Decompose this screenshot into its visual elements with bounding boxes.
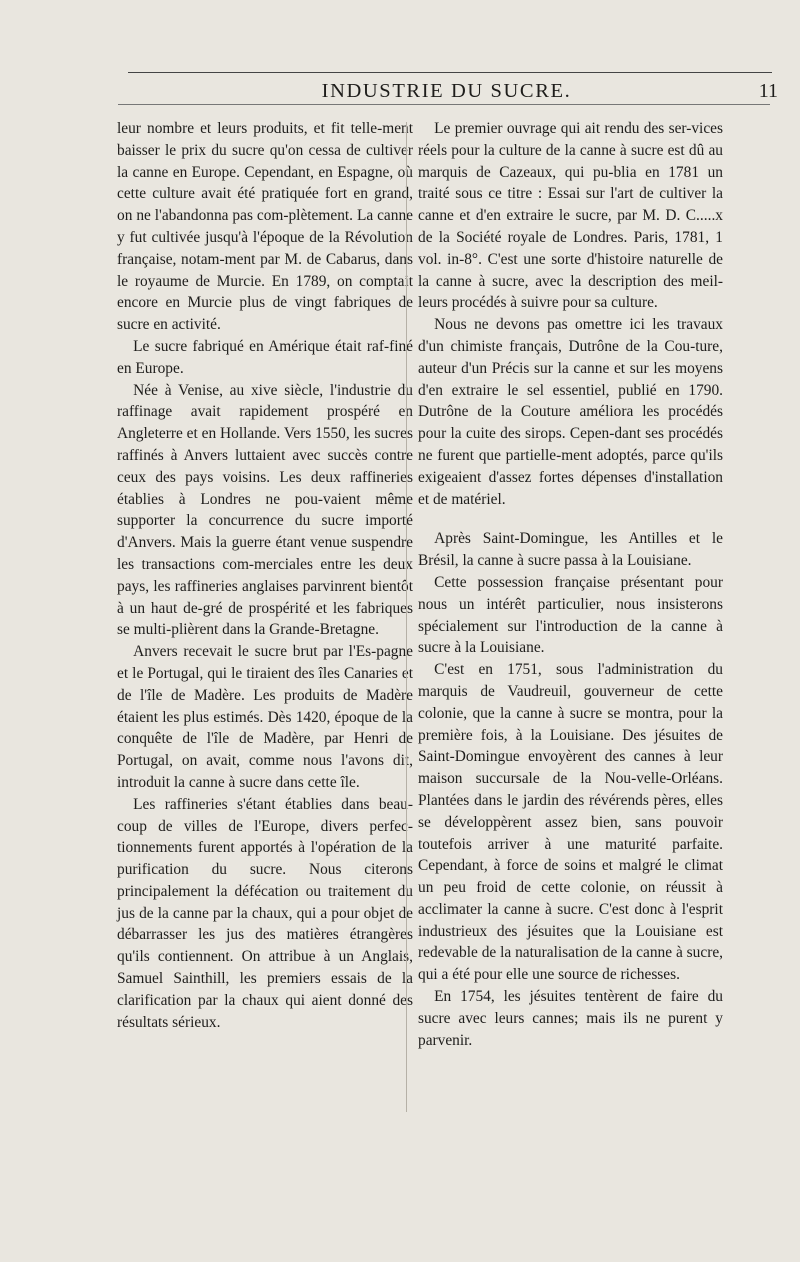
paragraph: C'est en 1751, sous l'administration du marquis de Vaudreuil, gouverneur de cette colonie, que la canne à sucre se montra, pour la première fois, à la Louisiane. Des jésuites de Saint-Domingue envoyèrent des cannes à leur maison succursale de la Nou-velle-Orléans. Plantées dans le jardin des révérends pères, elles se développèrent assez bien, sans pouvoir toutefois arriver à une maturité parfaite. Cependant, à force de soins et malgré le climat un peu froid de cette colonie, on réussit à acclimater la canne à sucre. C'est donc à l'esprit industrieux des jésuites que la Louisiane est redevable de la naturalisation de la canne à sucre, qui a été pour elle une source de richesses.	[418, 661, 723, 984]
header-rule	[118, 104, 770, 105]
paragraph: Anvers recevait le sucre brut par l'Es-pagne et le Portugal, qui le tiraient des îles Canaries et de l'île de Madère. Les produits de Madère étaient les plus estimés. Dès 1420, époque de la conquête de l'île de Madère, par Henri de Portugal, on avait, comme nous l'avons dit, introduit la canne à sucre dans cette île.	[117, 643, 413, 791]
paragraph: Après Saint-Domingue, les Antilles et le Brésil, la canne à sucre passa à la Louisiane.	[418, 530, 723, 570]
running-title: INDUSTRIE DU SUCRE.	[321, 80, 572, 102]
paragraph: Le sucre fabriqué en Amérique était raf-finé en Europe.	[117, 337, 413, 377]
left-column	[117, 118, 413, 1033]
paragraph: leur nombre et leurs produits, et fit telle-ment baisser le prix du sucre qu'on cessa de cultiver la canne en Europe. Cependant, en Espagne, où cette culture avait été pratiquée fort en grand, on ne l'abandonna pas com-plètement. La canne y fut cultivée jusqu'à l'époque de la Révolution française, notam-ment par M. de Cabarus, dans le royaume de Murcie. En 1789, on comptait encore en Murcie plus de vingt fabriques de sucre en activité.	[117, 120, 413, 334]
paragraph: En 1754, les jésuites tentèrent de faire du sucre avec leurs cannes; mais ils ne purent y parvenir.	[418, 988, 723, 1049]
column-divider	[406, 122, 407, 1112]
page-number: 11	[758, 80, 778, 102]
top-rule	[128, 72, 772, 73]
right-column	[418, 118, 723, 1051]
paragraph: Née à Venise, au xive siècle, l'industrie du raffinage avait rapidement prospéré en Angleterre et en Hollande. Vers 1550, les sucres raffinés à Anvers luttaient avec succès contre ceux des pays voisins. Les deux raffineries établies à Londres ne pou-vaient même supporter la concurrence du sucre importé d'Anvers. Mais la guerre étant venue suspendre les transactions com-merciales entre les deux pays, les raffineries anglaises parvinrent bientôt à un haut de-gré de prospérité et les fabriques se multi-plièrent dans la Grande-Bretagne.	[117, 381, 413, 639]
running-header	[115, 78, 778, 104]
paragraph: Le premier ouvrage qui ait rendu des ser-vices réels pour la culture de la canne à sucre est dû au marquis de Cazeaux, qui pu-blia en 1781 un traité sous ce titre : Essai sur l'art de cultiver la canne et d'en extraire le sucre, par M. D. C.....x de la Société royale de Londres. Paris, 1781, 1 vol. in-8°. C'est une sorte d'histoire naturelle de la canne à sucre, avec la description des meil-leurs procédés à suivre pour sa culture.	[418, 120, 723, 312]
paragraph: Cette possession française présentant pour nous un intérêt particulier, nous insisterons spécialement sur l'introduction de la canne à sucre à la Louisiane.	[418, 573, 723, 657]
paragraph: Nous ne devons pas omettre ici les travaux d'un chimiste français, Dutrône de la Cou-ture, auteur d'un Précis sur la canne et sur les moyens d'en extraire le sel essentiel, publié en 1790. Dutrône de la Couture améliora les procédés pour la cuite des sirops. Cepen-dant ses procédés ne furent que partielle-ment adoptés, parce qu'ils exigeaient d'assez fortes dépenses d'installation et de matériel.	[418, 316, 723, 508]
section-gap	[418, 510, 723, 528]
paragraph: Les raffineries s'étant établies dans beau-coup de villes de l'Europe, divers perfec-tionnements furent apportés à l'opération de la purification du sucre. Nous citerons principalement la défécation ou traitement du jus de la canne par la chaux, qui a pour objet de débarrasser les jus des matières étrangères qu'ils contiennent. On attribue à un Anglais, Samuel Sainthill, les premiers essais de la clarification par la chaux qui aient donné des résultats sérieux.	[117, 795, 413, 1031]
